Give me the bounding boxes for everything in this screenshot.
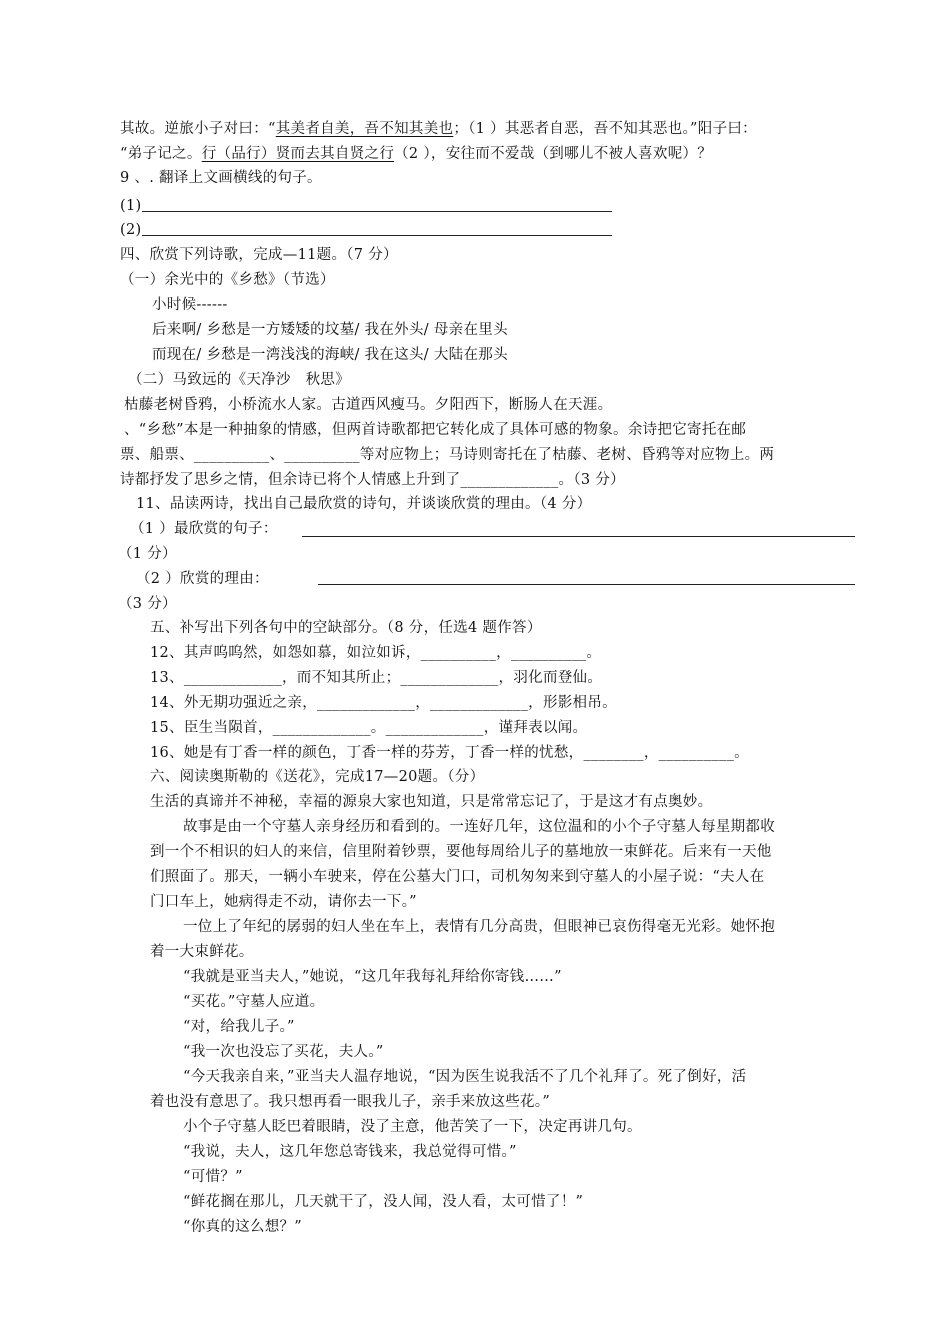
answer-label-1: (1)	[120, 198, 142, 214]
passage-line: 小个子守墓人眨巴着眼睛，没了主意，他苦笑了一下，决定再讲几句。	[183, 1119, 642, 1135]
question-13: 13、_____________，而不知其所止；_____________，羽化而登仙。	[150, 670, 603, 686]
passage-line: “我就是亚当夫人，”她说，“这几年我每礼拜给你寄钱……”	[183, 969, 562, 985]
text-line: 其故。逆旅小子对曰：“其美者自美，吾不知其美也；（1 ）其恶者自恶，吾不知其恶也。”阳子曰：	[120, 121, 757, 137]
section-4-heading: 四、欣赏下列诗歌，完成—11题。（7 分）	[120, 247, 398, 263]
passage-line: “你真的这么想？”	[183, 1219, 303, 1235]
poem-line: 而现在/ 乡愁是一湾浅浅的海峡/ 我在这头/ 大陆在那头	[152, 347, 508, 363]
answer-label-2: (2)	[120, 222, 142, 238]
text-line: 票、船票、__________、__________等对应物上；马诗则寄托在了枯藤、老树、昏鸦等对应物上。两	[120, 447, 775, 463]
question-10: 、“乡愁”本是一种抽象的情感，但两首诗歌都把它转化成了具体可感的物象。余诗把它寄托在邮	[124, 422, 747, 438]
score-note: （3 分）	[118, 596, 177, 612]
passage-line: 着一大束鲜花。	[150, 944, 254, 960]
answer-line-1[interactable]	[142, 211, 612, 212]
answer-label-sentence: （1 ）最欣赏的句子：	[130, 521, 278, 537]
poem-2-text: 枯藤老树昏鸦，小桥流水人家。古道西风瘦马。夕阳西下，断肠人在天涯。	[124, 397, 613, 413]
passage-line: 生活的真谛并不神秘，幸福的源泉大家也知道，只是常常忘记了，于是这才有点奥妙。	[150, 794, 713, 810]
passage-line: “鲜花搁在那儿，几天就干了，没人闻，没人看，太可惜了！”	[183, 1194, 584, 1210]
passage-line: “今天我亲自来，”亚当夫人温存地说，“因为医生说我活不了几个礼拜了。死了倒好，活	[183, 1069, 747, 1085]
passage-line: “可惜？”	[183, 1169, 243, 1185]
underlined-sentence-2: 行（品行）贤而去其自贤之行	[201, 146, 395, 162]
passage-line: “我说，夫人，这几年您总寄钱来，我总觉得可惜。”	[183, 1144, 517, 1160]
answer-line-2[interactable]	[142, 235, 612, 236]
passage-line: 故事是由一个守墓人亲身经历和看到的。一连好几年，这位温和的小个子守墓人每星期都收	[183, 819, 775, 835]
underlined-sentence-1: 其美者自美，吾不知其美也	[275, 121, 454, 137]
poem-line: 小时候------	[152, 297, 228, 313]
answer-label-reason: （2 ）欣赏的理由：	[136, 571, 269, 587]
answer-line-reason[interactable]	[318, 584, 855, 585]
text-line: 诗都抒发了思乡之情，但余诗已将个人情感上升到了_____________。（3 分）	[120, 472, 625, 488]
poem-line: 后来啊/ 乡愁是一方矮矮的坟墓/ 我在外头/ 母亲在里头	[152, 322, 508, 338]
question-15: 15、臣生当陨首，_____________。_____________，谨拜表以闻。	[150, 720, 588, 736]
question-12: 12、其声呜呜然，如怨如慕，如泣如诉，__________，__________。	[150, 645, 602, 661]
question-16: 16、她是有丁香一样的颜色，丁香一样的芬芳，丁香一样的忧愁，________，__________。	[150, 745, 749, 761]
answer-line-sentence[interactable]	[302, 536, 855, 537]
passage-line: 门口车上，她病得走不动，请你去一下。”	[150, 894, 417, 910]
section-5-heading: 五、补写出下列各句中的空缺部分。（8 分，任选4 题作答）	[150, 620, 542, 636]
question-14: 14、外无期功强近之亲，_____________，_____________，形影相吊。	[150, 695, 617, 711]
poem-1-title: （一）余光中的《乡愁》（节选）	[120, 272, 335, 288]
text-line: “弟子记之。行（品行）贤而去其自贤之行（2 ），安往而不爱哉（到哪儿不被人喜欢呢）？	[120, 146, 713, 162]
score-note: （1 分）	[118, 546, 177, 562]
poem-2-title: （二）马致远的《天净沙 秋思》	[128, 372, 350, 388]
question-11: 11、品读两诗，找出自己最欣赏的诗句，并谈谈欣赏的理由。（4 分）	[136, 496, 592, 512]
passage-line: 着也没有意思了。我只想再看一眼我儿子，亲手来放这些花。”	[150, 1094, 551, 1110]
section-6-heading: 六、阅读奥斯勒的《送花》，完成17—20题。（分）	[150, 769, 485, 785]
passage-line: “我一次也没忘了买花，夫人。”	[183, 1044, 384, 1060]
question-9: 9 、. 翻译上文画横线的句子。	[120, 170, 322, 186]
passage-line: 到一个不相识的妇人的来信，信里附着钞票，要他每周给儿子的墓地放一束鲜花。后来有一天他	[150, 844, 772, 860]
passage-line: “对，给我儿子。”	[183, 1019, 295, 1035]
passage-line: “买花。”守墓人应道。	[183, 994, 325, 1010]
passage-line: 一位上了年纪的孱弱的妇人坐在车上，表情有几分高贵，但眼神已哀伤得毫无光彩。她怀抱	[183, 919, 775, 935]
passage-line: 们照面了。那天，一辆小车驶来，停在公墓大门口，司机匆匆来到守墓人的小屋子说：“夫人在	[150, 869, 765, 885]
